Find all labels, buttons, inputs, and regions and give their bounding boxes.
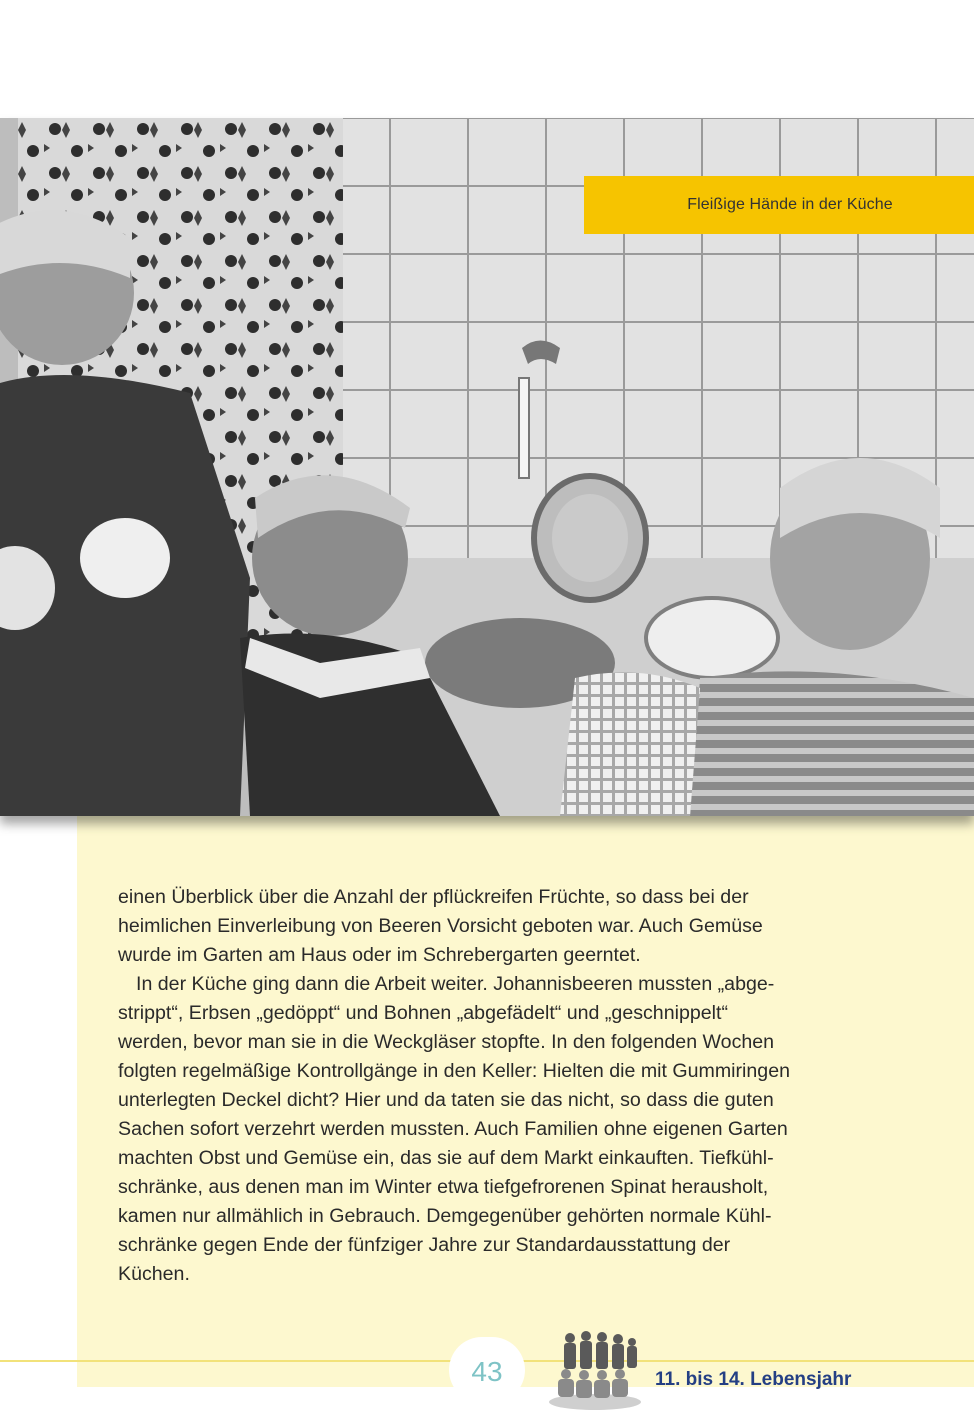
text-line: Sachen sofort verzehrt werden mussten. Auch Familien ohne eigenen Garten (118, 1118, 788, 1140)
text-line: strippt“, Erbsen „gedöppt“ und Bohnen „abgefädelt“ und „geschnippelt“ (118, 1002, 728, 1024)
text-line: werden, bevor man sie in die Weckgläser stopfte. In den folgenden Wochen (118, 1031, 775, 1053)
photo-caption-box (584, 176, 974, 234)
page-number: 43 (471, 1356, 503, 1387)
text-line: kamen nur allmählich in Gebrauch. Demgegenüber gehörten normale Kühl- (118, 1205, 772, 1227)
section-label: 11. bis 14. Lebensjahr (655, 1369, 852, 1390)
text-line: machten Obst und Gemüse ein, das sie auf dem Markt einkauften. Tiefkühl- (118, 1147, 774, 1169)
text-line: wurde im Garten am Haus oder im Schrebergarten geerntet. (118, 944, 641, 966)
text-line: schränke gegen Ende der fünfziger Jahre zur Standardausstattung der (118, 1234, 731, 1256)
text-line: Küchen. (118, 1263, 190, 1285)
text-line: unterlegten Deckel dicht? Hier und da taten sie das nicht, so dass die guten (118, 1089, 774, 1111)
body-text (118, 883, 848, 1289)
text-line: schränke, aus denen man im Winter etwa tiefgefrorenen Spinat herausholt, (118, 1176, 769, 1198)
paragraph-2 (118, 970, 848, 1289)
text-line: folgten regelmäßige Kontrollgänge in den Keller: Hielten die mit Gummiringen (118, 1060, 790, 1082)
text-line: einen Überblick über die Anzahl der pflückreifen Früchte, so dass bei der (118, 886, 749, 908)
group-photo-thumbnail (548, 1328, 642, 1410)
paragraph-1 (118, 883, 848, 970)
text-line: heimlichen Einverleibung von Beeren Vorsicht geboten war. Auch Gemüse (118, 915, 763, 937)
photo-caption: Fleißige Hände in der Küche (687, 196, 893, 213)
text-line: In der Küche ging dann die Arbeit weiter. Johannisbeeren mussten „abge- (136, 973, 775, 995)
